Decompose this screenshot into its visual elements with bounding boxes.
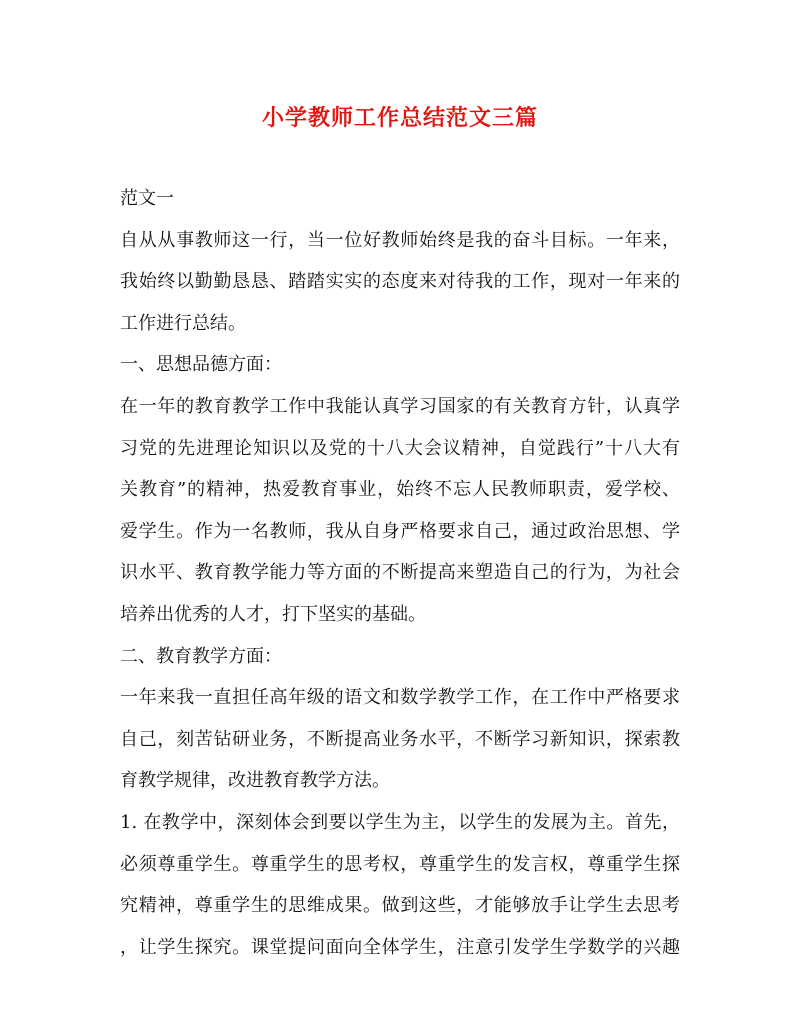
paragraph-line: 培养出优秀的人才，打下坚实的基础。 xyxy=(120,603,426,625)
paragraph-line: 识水平、教育教学能力等方面的不断提高来塑造自己的行为，为社会 xyxy=(120,562,680,584)
paragraph-line: 一年来我一直担任高年级的语文和数学教学工作，在工作中严格要求 xyxy=(120,687,680,709)
section-heading-fanwen-1: 范文一 xyxy=(120,188,174,209)
paragraph-line: 关教育”的精神，热爱教育事业，始终不忘人民教师职责，爱学校、 xyxy=(120,479,680,501)
subsection-heading-ideology: 一、思想品德方面： xyxy=(120,354,282,376)
paragraph-line: 工作进行总结。 xyxy=(120,312,246,334)
paragraph-line: 爱学生。作为一名教师，我从自身严格要求自己，通过政治思想、学 xyxy=(120,520,680,542)
paragraph-line: 育教学规律，改进教育教学方法。 xyxy=(120,770,390,792)
paragraph-line: 自己，刻苦钻研业务，不断提高业务水平，不断学习新知识，探索教 xyxy=(120,728,680,750)
document-body xyxy=(120,178,680,968)
numbered-item-line: 1. 在教学中，深刻体会到要以学生为主，以学生的发展为主。首先， xyxy=(120,811,680,833)
paragraph-line: ，让学生探究。课堂提问面向全体学生，注意引发学生学数学的兴趣 xyxy=(120,936,680,958)
paragraph-line: 必须尊重学生。尊重学生的思考权，尊重学生的发言权，尊重学生探 xyxy=(120,853,680,875)
subsection-heading-teaching: 二、教育教学方面： xyxy=(120,645,282,667)
paragraph-line: 究精神，尊重学生的思维成果。做到这些，才能够放手让学生去思考 xyxy=(120,895,680,917)
paragraph-line: 习党的先进理论知识以及党的十八大会议精神，自觉践行”十八大有 xyxy=(120,437,680,459)
document-title: 小学教师工作总结范文三篇 xyxy=(261,105,538,131)
paragraph-line: 在一年的教育教学工作中我能认真学习国家的有关教育方针，认真学 xyxy=(120,395,680,417)
paragraph-line: 我始终以勤勤恳恳、踏踏实实的态度来对待我的工作，现对一年来的 xyxy=(120,271,680,293)
paragraph-line: 自从从事教师这一行，当一位好教师始终是我的奋斗目标。一年来， xyxy=(120,229,680,251)
